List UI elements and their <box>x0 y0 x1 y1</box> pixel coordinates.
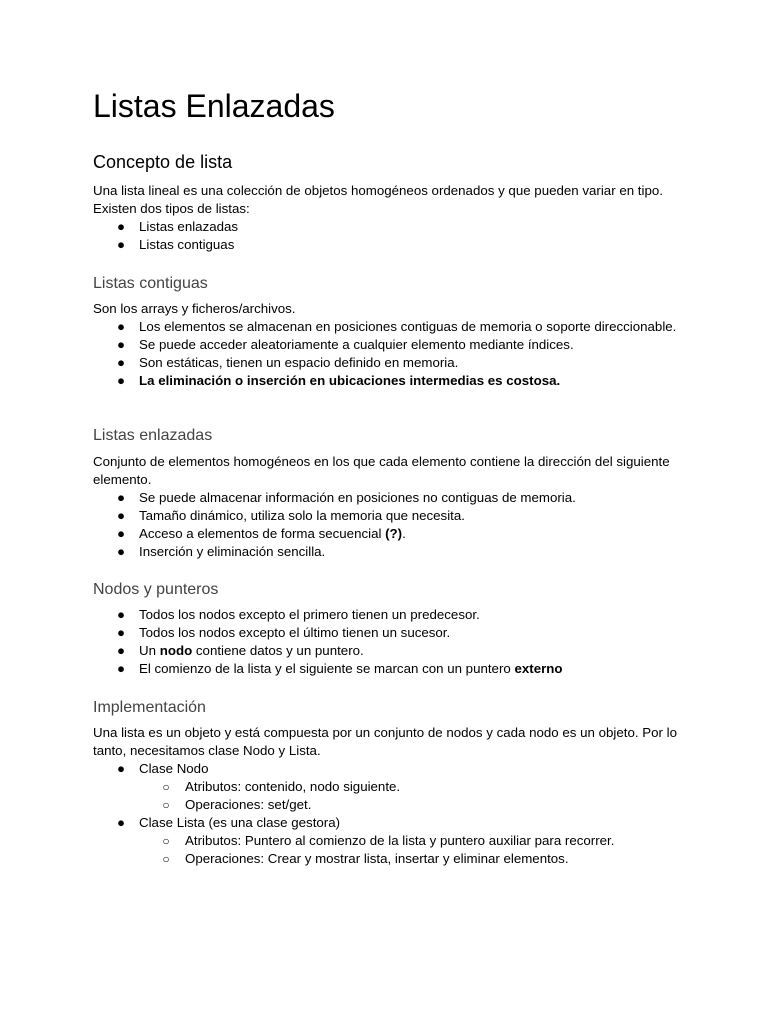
list-enlazadas <box>93 489 683 561</box>
bullet-icon: ● <box>116 643 126 658</box>
list-item <box>93 489 683 507</box>
list-item-text: Clase Lista (es una clase gestora) <box>139 815 341 830</box>
list-item-text: Son estáticas, tienen un espacio definido en memoria. <box>139 355 459 370</box>
bullet-icon: ● <box>116 490 126 505</box>
paragraph-enlazadas: Conjunto de elementos homogéneos en los que cada elemento contiene la dirección del siguiente elemento. <box>93 454 670 487</box>
sub-list-item <box>93 850 683 868</box>
list-item-text: Listas contiguas <box>139 237 235 252</box>
paragraph-concepto: Una lista lineal es una colección de objetos homogéneos ordenados y que pueden variar en tipo. Existen dos tipos de listas: <box>93 183 663 216</box>
list-item <box>93 606 683 624</box>
list-item-text: Todos los nodos excepto el último tienen un sucesor. <box>139 625 451 640</box>
bullet-icon: ● <box>116 237 126 252</box>
list-item <box>93 336 683 354</box>
list-item-text: Atributos: Puntero al comienzo de la lista y puntero auxiliar para recorrer. <box>185 833 615 848</box>
sub-list-item <box>93 796 683 814</box>
list-item <box>93 507 683 525</box>
bullet-icon: ● <box>116 607 126 622</box>
list-contiguas <box>93 318 683 390</box>
heading-listas-contiguas: Listas contiguas <box>93 275 208 292</box>
bullet-icon: ● <box>116 544 126 559</box>
paragraph-implementacion: Una lista es un objeto y está compuesta por un conjunto de nodos y cada nodo es un objeto. Por lo tanto, necesitamos clase Nodo y Lista. <box>93 725 677 758</box>
list-item-text: Se puede almacenar información en posiciones no contiguas de memoria. <box>139 490 576 505</box>
list-implementacion <box>93 760 683 868</box>
list-item <box>93 660 683 678</box>
bullet-icon: ● <box>116 815 126 830</box>
bullet-icon: ● <box>116 355 126 370</box>
list-item-text: Todos los nodos excepto el primero tienen un predecesor. <box>139 607 480 622</box>
paragraph-contiguas: Son los arrays y ficheros/archivos. <box>93 301 296 316</box>
heading-listas-enlazadas: Listas enlazadas <box>93 427 213 444</box>
bullet-icon: ● <box>116 761 126 776</box>
list-item-text: Se puede acceder aleatoriamente a cualquier elemento mediante índices. <box>139 337 574 352</box>
list-nodos <box>93 606 683 678</box>
list-item <box>93 642 683 660</box>
list-item <box>93 354 683 372</box>
hollow-bullet-icon: ○ <box>162 852 170 866</box>
bullet-icon: ● <box>116 219 126 234</box>
list-item-text: Clase Nodo <box>139 761 209 776</box>
list-item-bold: externo <box>514 661 563 676</box>
list-item-text: La eliminación o inserción en ubicaciones intermedias es costosa. <box>139 373 561 388</box>
list-item <box>93 218 683 236</box>
bullet-icon: ● <box>116 373 126 388</box>
hollow-bullet-icon: ○ <box>162 780 170 794</box>
bullet-icon: ● <box>116 508 126 523</box>
heading-concepto-de-lista: Concepto de lista <box>93 152 233 172</box>
list-item-bold: (?) <box>385 526 403 541</box>
list-item <box>93 525 683 543</box>
list-item <box>93 624 683 642</box>
hollow-bullet-icon: ○ <box>162 834 170 848</box>
bullet-icon: ● <box>116 319 126 334</box>
heading-implementacion: Implementación <box>93 699 206 716</box>
bullet-icon: ● <box>116 337 126 352</box>
bullet-icon: ● <box>116 661 126 676</box>
list-item-text: Operaciones: set/get. <box>185 797 312 812</box>
list-item-clase-lista <box>93 814 683 832</box>
bullet-icon: ● <box>116 625 126 640</box>
document-title: Listas Enlazadas <box>93 88 335 124</box>
list-item-text: Inserción y eliminación sencilla. <box>139 544 326 559</box>
list-item <box>93 236 683 254</box>
list-item-text: Atributos: contenido, nodo siguiente. <box>185 779 401 794</box>
heading-nodos-y-punteros: Nodos y punteros <box>93 581 219 598</box>
list-item-text: El comienzo de la lista y el siguiente se marcan con un puntero <box>139 661 515 676</box>
hollow-bullet-icon: ○ <box>162 798 170 812</box>
list-item <box>93 543 683 561</box>
list-tipos-de-listas <box>93 218 683 254</box>
list-item-text: contiene datos y un puntero. <box>192 643 364 658</box>
list-item-text: Acceso a elementos de forma secuencial <box>139 526 386 541</box>
list-item-clase-nodo <box>93 760 683 778</box>
list-item-text: Un <box>139 643 160 658</box>
list-item-text: Tamaño dinámico, utiliza solo la memoria que necesita. <box>139 508 465 523</box>
list-item-text: Los elementos se almacenan en posiciones contiguas de memoria o soporte direccionable. <box>139 319 677 334</box>
bullet-icon: ● <box>116 526 126 541</box>
list-item-bold: nodo <box>159 643 193 658</box>
list-item-text: Listas enlazadas <box>139 219 239 234</box>
list-item <box>93 372 683 390</box>
sub-list-item <box>93 832 683 850</box>
list-item-text: . <box>402 526 406 541</box>
sub-list-item <box>93 778 683 796</box>
list-item <box>93 318 683 336</box>
list-item-text: Operaciones: Crear y mostrar lista, insertar y eliminar elementos. <box>185 851 569 866</box>
